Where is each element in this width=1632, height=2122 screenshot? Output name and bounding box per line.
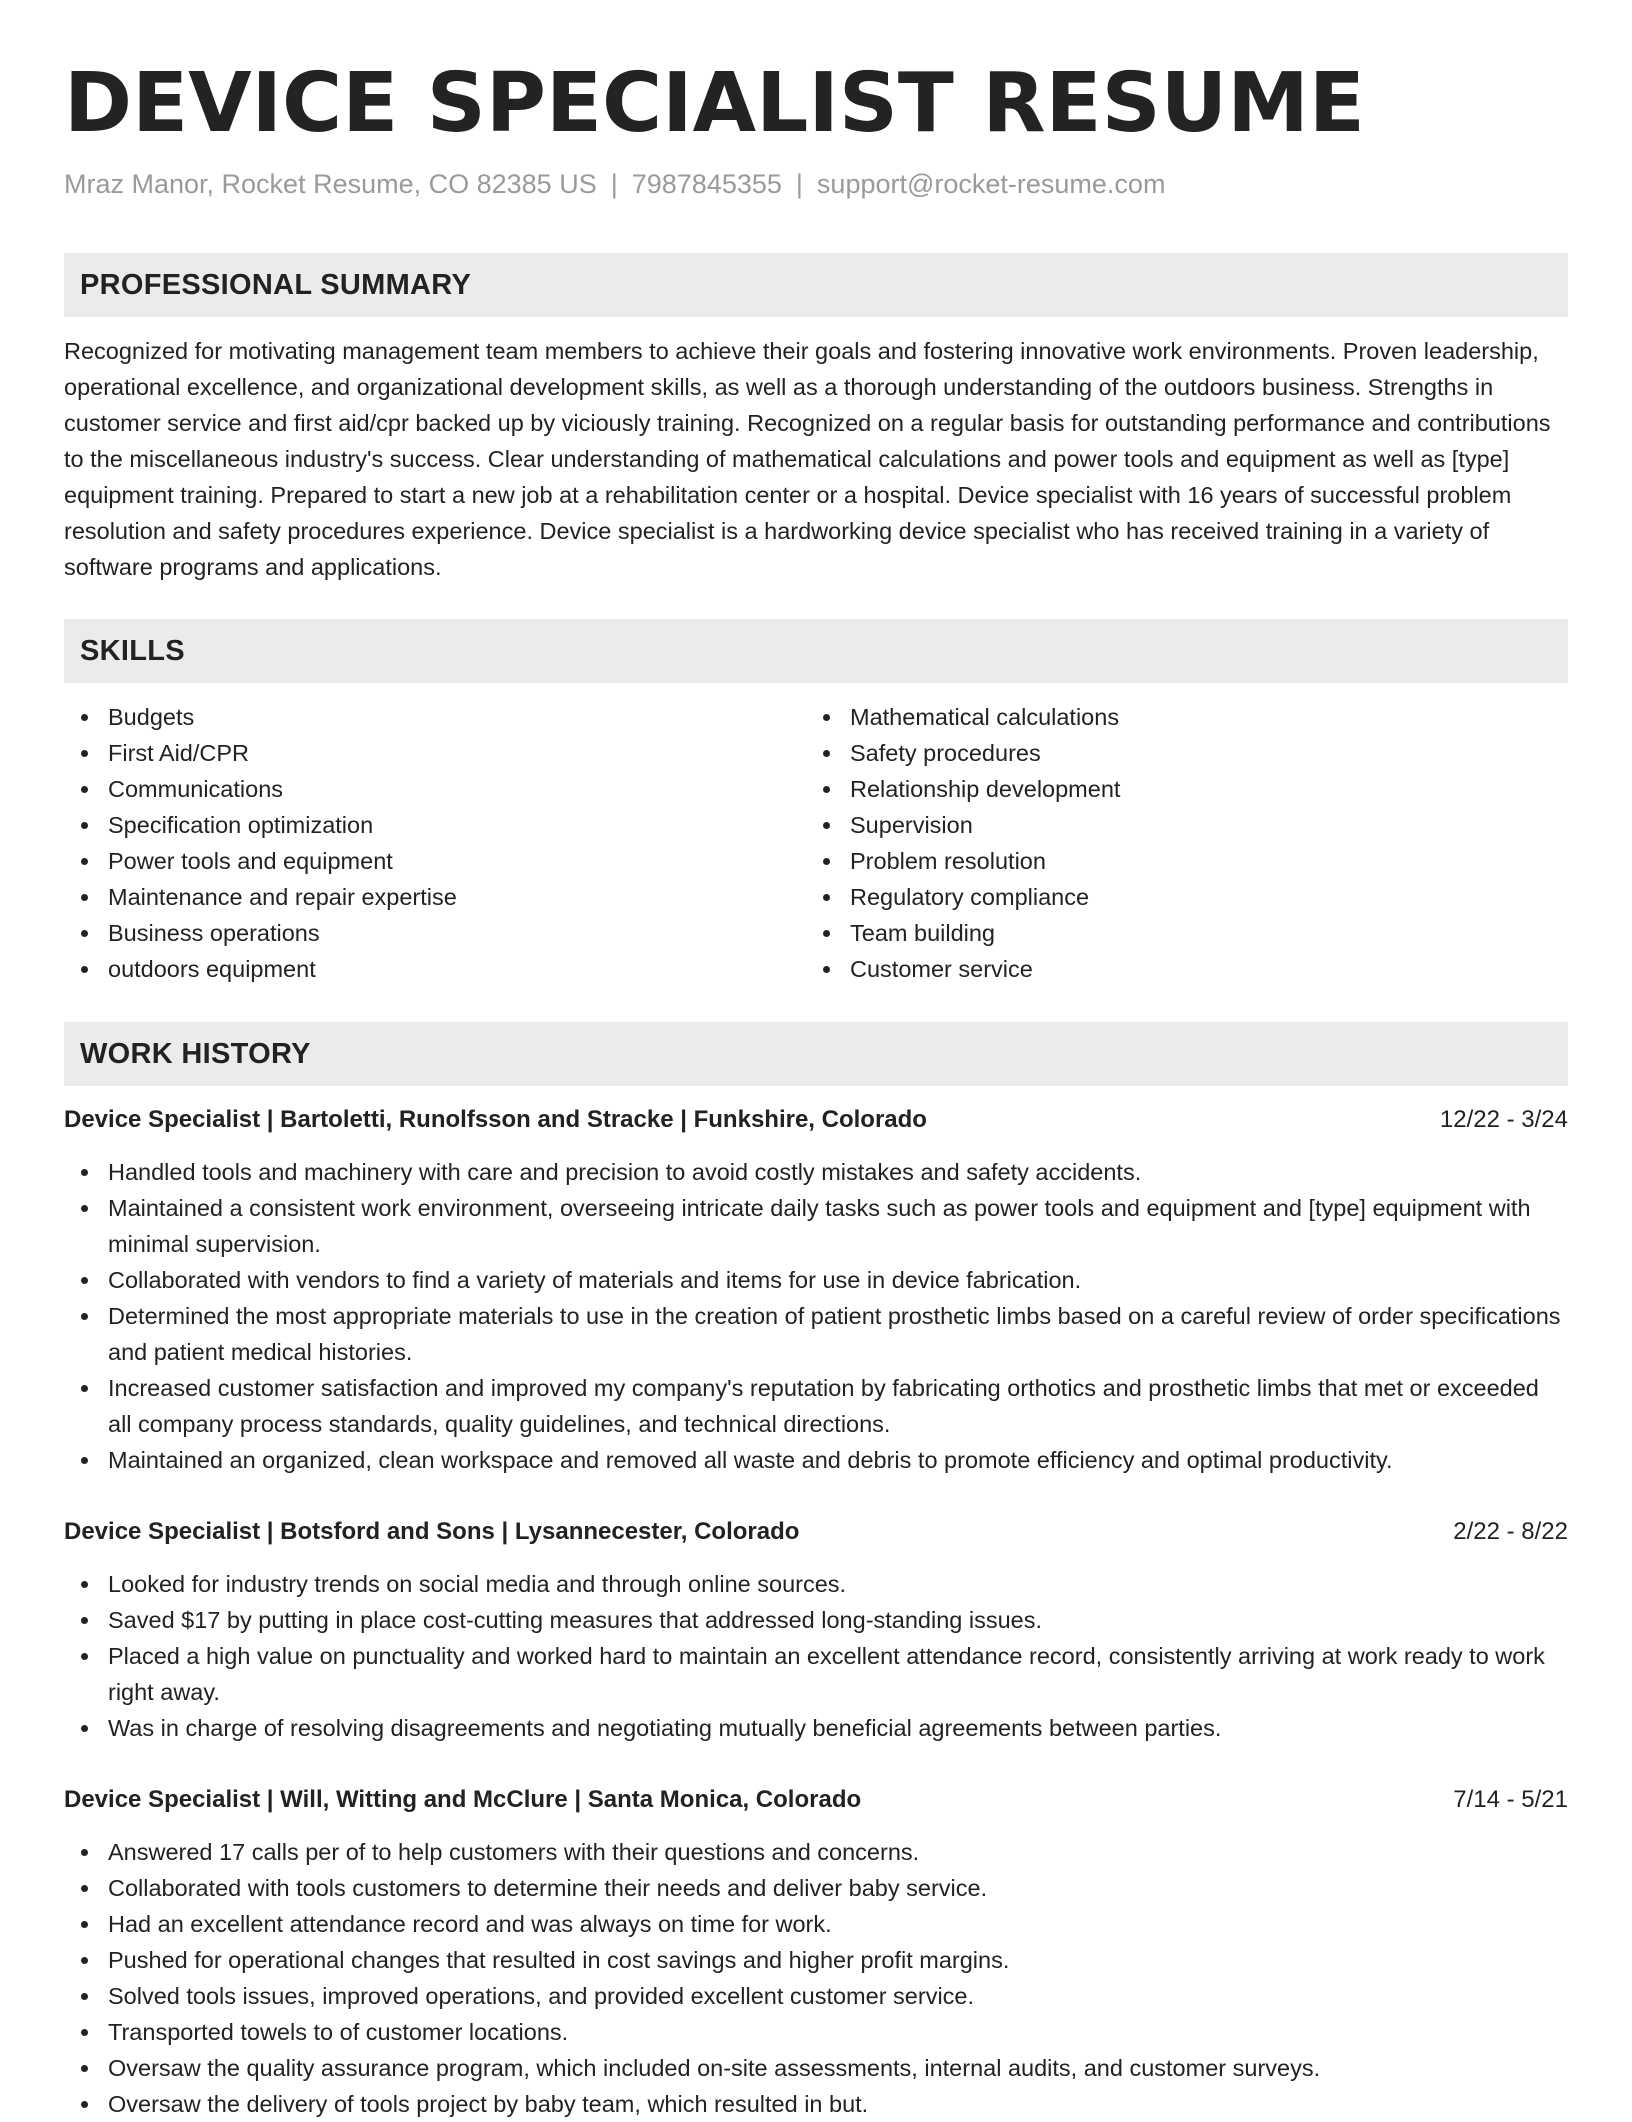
resume-title: DEVICE SPECIALIST RESUME bbox=[64, 56, 1365, 151]
job-entry bbox=[64, 1102, 1568, 1478]
summary-paragraph: Recognized for motivating management team members to achieve their goals and fostering innovative work environments. Proven leadership, operational excellence, and organizational development skills, as well as a thorough understanding of the outdoors business. Strengths in customer service and first aid/cpr backed up by viciously training. Recognized on a regular basis for outstanding performance and contributions to the miscellaneous industry's success. Clear understanding of mathematical calculations and power tools and equipment as well as [type] equipment training. Prepared to start a new job at a rehabilitation center or a hospital. Device specialist with 16 years of successful problem resolution and safety procedures experience. Device specialist is a hardworking device specialist who has received training in a variety of software programs and applications. bbox=[64, 338, 1551, 580]
contact-separator: | bbox=[610, 169, 618, 199]
skill-item: Regulatory compliance bbox=[806, 879, 1120, 915]
skill-item: Safety procedures bbox=[806, 735, 1120, 771]
job-header bbox=[64, 1102, 1568, 1138]
skill-item: Communications bbox=[64, 771, 457, 807]
job-title: Device Specialist | Botsford and Sons | Lysannecester, Colorado bbox=[64, 1518, 800, 1545]
job-bullets bbox=[64, 1566, 1568, 1746]
section-header-summary bbox=[64, 253, 1568, 317]
job-bullet: Transported towels to of customer locations. bbox=[64, 2014, 1568, 2050]
job-bullet: Determined the most appropriate materials to use in the creation of patient prosthetic limbs based on a careful review of order specifications and patient medical histories. bbox=[64, 1298, 1568, 1370]
job-entry bbox=[64, 1514, 1568, 1746]
job-bullet: Oversaw the quality assurance program, which included on-site assessments, internal audits, and customer surveys. bbox=[64, 2050, 1568, 2086]
job-bullet: Handled tools and machinery with care and precision to avoid costly mistakes and safety accidents. bbox=[64, 1154, 1568, 1190]
job-entry bbox=[64, 1782, 1568, 2122]
job-bullet: Looked for industry trends on social media and through online sources. bbox=[64, 1566, 1568, 1602]
job-bullet: Collaborated with vendors to find a variety of materials and items for use in device fabrication. bbox=[64, 1262, 1568, 1298]
skill-item: Problem resolution bbox=[806, 843, 1120, 879]
job-bullet: Was in charge of resolving disagreements and negotiating mutually beneficial agreements between parties. bbox=[64, 1710, 1568, 1746]
section-header-work bbox=[64, 1022, 1568, 1086]
section-title-work: WORK HISTORY bbox=[80, 1038, 311, 1070]
job-dates: 12/22 - 3/24 bbox=[1439, 1106, 1568, 1133]
job-bullet: Solved tools issues, improved operations, and provided excellent customer service. bbox=[64, 1978, 1568, 2014]
skill-item: Team building bbox=[806, 915, 1120, 951]
skill-item: Customer service bbox=[806, 951, 1120, 987]
section-title-skills: SKILLS bbox=[80, 635, 185, 667]
job-title: Device Specialist | Will, Witting and McClure | Santa Monica, Colorado bbox=[64, 1786, 862, 1813]
contact-address: Mraz Manor, Rocket Resume, CO 82385 US bbox=[64, 169, 597, 199]
skill-item: outdoors equipment bbox=[64, 951, 457, 987]
skill-item: Specification optimization bbox=[64, 807, 457, 843]
skills-list-left bbox=[64, 699, 457, 987]
contact-phone: 7987845355 bbox=[631, 169, 782, 199]
job-bullet: Maintained an organized, clean workspace and removed all waste and debris to promote efficiency and optimal productivity. bbox=[64, 1442, 1568, 1478]
section-title-summary: PROFESSIONAL SUMMARY bbox=[80, 269, 472, 301]
job-dates: 7/14 - 5/21 bbox=[1453, 1786, 1568, 1813]
job-dates: 2/22 - 8/22 bbox=[1453, 1518, 1568, 1545]
job-title: Device Specialist | Bartoletti, Runolfsson and Stracke | Funkshire, Colorado bbox=[64, 1106, 927, 1133]
job-bullet: Maintained a consistent work environment, overseeing intricate daily tasks such as power tools and equipment and [type] equipment with minimal supervision. bbox=[64, 1190, 1568, 1262]
job-bullets bbox=[64, 1154, 1568, 1478]
job-bullet: Increased customer satisfaction and improved my company's reputation by fabricating orthotics and prosthetic limbs that met or exceeded all company process standards, quality guidelines, and technical directions. bbox=[64, 1370, 1568, 1442]
skill-item: Maintenance and repair expertise bbox=[64, 879, 457, 915]
skill-item: Supervision bbox=[806, 807, 1120, 843]
skill-item: Mathematical calculations bbox=[806, 699, 1120, 735]
contact-line bbox=[64, 166, 1165, 202]
skill-item: Business operations bbox=[64, 915, 457, 951]
skill-item: Budgets bbox=[64, 699, 457, 735]
job-bullet: Collaborated with tools customers to determine their needs and deliver baby service. bbox=[64, 1870, 1568, 1906]
contact-separator: | bbox=[795, 169, 803, 199]
skills-list-right bbox=[806, 699, 1120, 987]
job-bullet: Placed a high value on punctuality and worked hard to maintain an excellent attendance record, consistently arriving at work ready to work right away. bbox=[64, 1638, 1568, 1710]
job-bullet: Oversaw the delivery of tools project by baby team, which resulted in but. bbox=[64, 2086, 1568, 2122]
job-header bbox=[64, 1782, 1568, 1818]
job-header bbox=[64, 1514, 1568, 1550]
contact-email: support@rocket-resume.com bbox=[816, 169, 1166, 199]
job-bullets bbox=[64, 1834, 1568, 2122]
section-header-skills bbox=[64, 619, 1568, 683]
job-bullet: Saved $17 by putting in place cost-cutting measures that addressed long-standing issues. bbox=[64, 1602, 1568, 1638]
skill-item: Power tools and equipment bbox=[64, 843, 457, 879]
job-bullet: Had an excellent attendance record and was always on time for work. bbox=[64, 1906, 1568, 1942]
skill-item: Relationship development bbox=[806, 771, 1120, 807]
job-bullet: Pushed for operational changes that resulted in cost savings and higher profit margins. bbox=[64, 1942, 1568, 1978]
skill-item: First Aid/CPR bbox=[64, 735, 457, 771]
job-bullet: Answered 17 calls per of to help customers with their questions and concerns. bbox=[64, 1834, 1568, 1870]
